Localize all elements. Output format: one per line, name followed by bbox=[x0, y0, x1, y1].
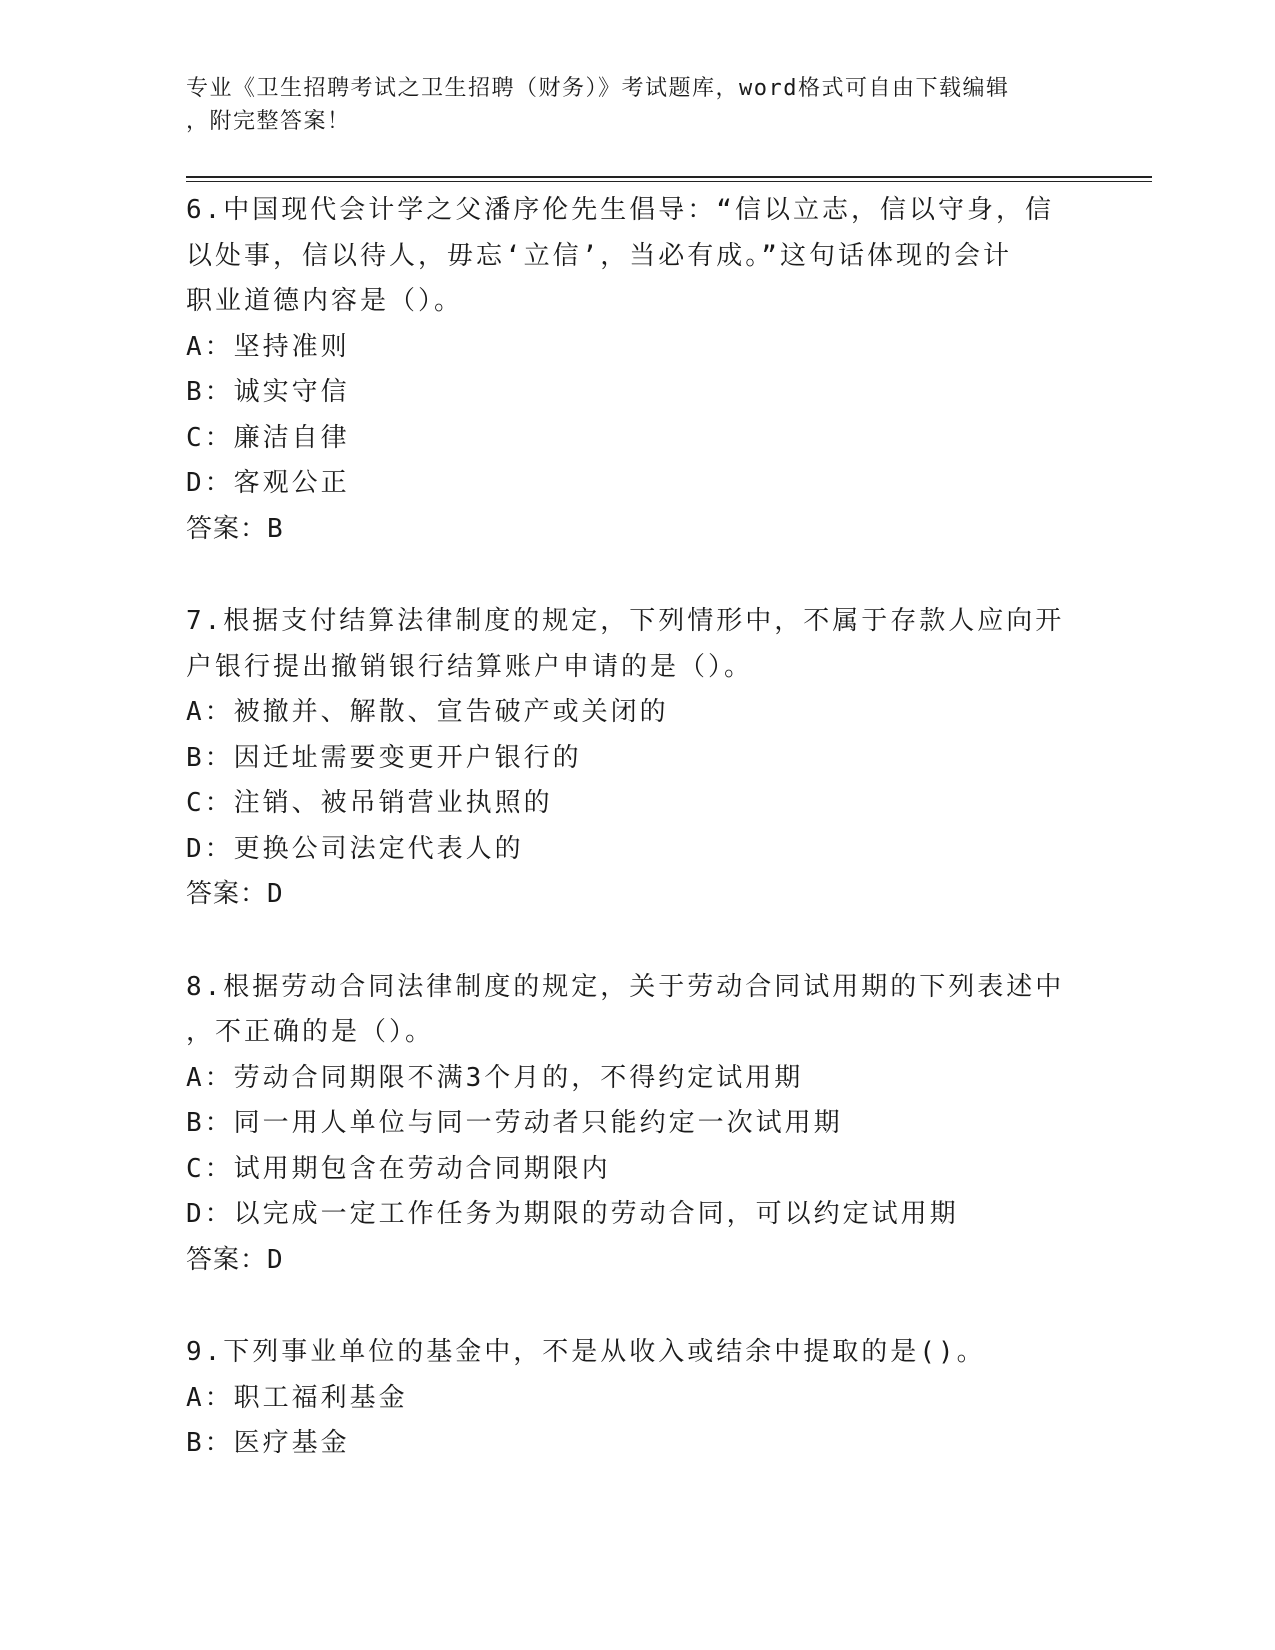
question-6 bbox=[186, 188, 1066, 552]
question-text: 8.根据劳动合同法律制度的规定，关于劳动合同试用期的下列表述中 ，不正确的是（）。 bbox=[186, 971, 1065, 1047]
option-b: B：医疗基金 bbox=[186, 1428, 350, 1458]
answer-line bbox=[186, 872, 1066, 918]
option-b: B：诚实守信 bbox=[186, 377, 350, 407]
question-7 bbox=[186, 599, 1066, 918]
option-d: D：客观公正 bbox=[186, 468, 350, 498]
option-b: B：同一用人单位与同一劳动者只能约定一次试用期 bbox=[186, 1108, 843, 1138]
option-d: D：更换公司法定代表人的 bbox=[186, 833, 524, 864]
answer-label: 答案： bbox=[186, 513, 268, 544]
question-8 bbox=[186, 965, 1066, 1284]
answer-line bbox=[186, 507, 1066, 553]
option-a: A：被撤并、解散、宣告破产或关闭的 bbox=[186, 697, 669, 727]
question-list bbox=[186, 188, 1066, 1514]
option-b: B：因迁址需要变更开户银行的 bbox=[186, 742, 582, 773]
option-a: A：劳动合同期限不满3个月的，不得约定试用期 bbox=[186, 1062, 804, 1093]
option-c: C：廉洁自律 bbox=[186, 422, 350, 453]
question-text: 9.下列事业单位的基金中，不是从收入或结余中提取的是()。 bbox=[186, 1337, 986, 1367]
header-divider-thick bbox=[186, 176, 1152, 178]
option-c: C：试用期包含在劳动合同期限内 bbox=[186, 1153, 611, 1184]
option-a: A：坚持准则 bbox=[186, 331, 350, 362]
question-text: 6.中国现代会计学之父潘序伦先生倡导：“信以立志，信以守身，信 以处事，信以待人，毋忘‘立信’，当必有成。”这句话体现的会计 职业道德内容是（）。 bbox=[186, 195, 1054, 316]
option-c: C：注销、被吊销营业执照的 bbox=[186, 788, 553, 818]
question-text: 7.根据支付结算法律制度的规定，下列情形中，不属于存款人应向开 户银行提出撤销银行结算账户申请的是（）。 bbox=[186, 606, 1065, 682]
question-9 bbox=[186, 1330, 1066, 1467]
answer-value: D bbox=[267, 879, 284, 909]
header-divider-thin bbox=[186, 181, 1152, 182]
answer-value: D bbox=[267, 1244, 284, 1275]
answer-label: 答案： bbox=[186, 1244, 268, 1275]
document-header: 专业《卫生招聘考试之卫生招聘（财务）》考试题库，word格式可自由下载编辑 ，附完整答案！ bbox=[186, 76, 1010, 134]
option-a: A：职工福利基金 bbox=[186, 1382, 408, 1413]
answer-line bbox=[186, 1238, 1066, 1284]
answer-value: B bbox=[267, 513, 284, 544]
option-d: D：以完成一定工作任务为期限的劳动合同，可以约定试用期 bbox=[186, 1199, 959, 1229]
answer-label: 答案： bbox=[186, 879, 268, 909]
